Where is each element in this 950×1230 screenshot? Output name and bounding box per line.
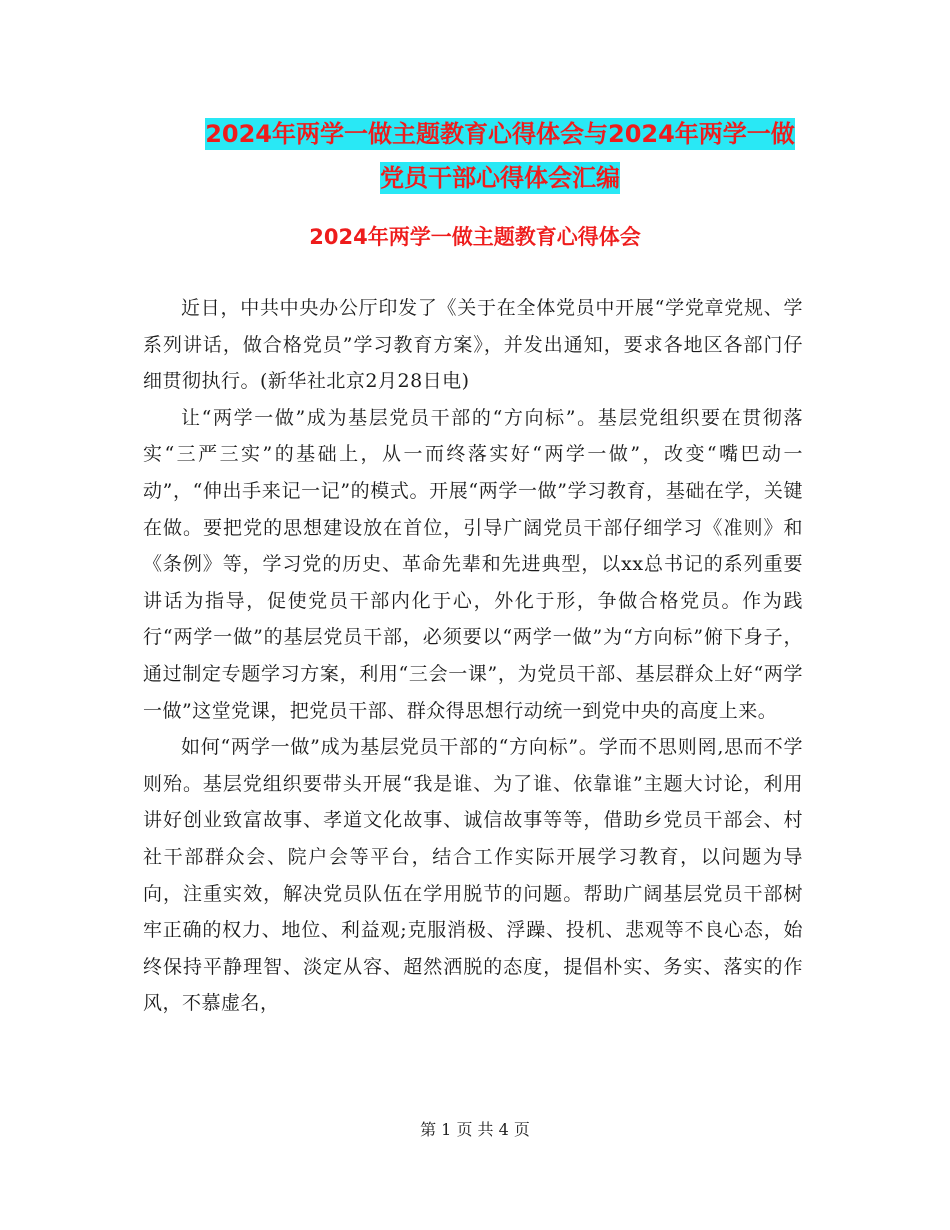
document-title	[150, 112, 850, 200]
paragraph-1: 近日，中共中央办公厅印发了《关于在全体党员中开展“学党章党规、学系列讲话，做合格党员”学习教育方案》，并发出通知，要求各地区各部门仔细贯彻执行。(新华社北京2月28日电)	[143, 297, 803, 393]
paragraph-2: 让“两学一做”成为基层党员干部的“方向标”。基层党组织要在贯彻落实“三严三实”的基础上，从一而终落实好“两学一做”，改变“嘴巴动一动”，“伸出手来记一记”的模式。开展“两学一做”学习教育，基础在学，关键在做。要把党的思想建设放在首位，引导广阔党员干部仔细学习《准则》和《条例》等，学习党的历史、革命先辈和先进典型，以xx总书记的系列重要讲话为指导，促使党员干部内化于心，外化于形，争做合格党员。作为践行“两学一做”的基层党员干部，必须要以“两学一做”为“方向标”俯下身子，通过制定专题学习方案，利用“三会一课”，为党员干部、基层群众上好“两学一做”这堂党课，把党员干部、群众得思想行动统一到党中央的高度上来。	[143, 406, 803, 722]
title-line-1: 2024年两学一做主题教育心得体会与2024年两学一做	[205, 120, 795, 148]
title-line-2: 党员干部心得体会汇编	[380, 164, 620, 192]
paragraph-3: 如何“两学一做”成为基层党员干部的“方向标”。学而不思则罔,思而不学则殆。基层党组织要带头开展“我是谁、为了谁、依靠谁”主题大讨论，利用讲好创业致富故事、孝道文化故事、诚信故事等等，借助乡党员干部会、村社干部群众会、院户会等平台，结合工作实际开展学习教育，以问题为导向，注重实效，解决党员队伍在学用脱节的问题。帮助广阔基层党员干部树牢正确的权力、地位、利益观;克服消极、浮躁、投机、悲观等不良心态，始终保持平静理智、淡定从容、超然洒脱的态度，提倡朴实、务实、落实的作风，不慕虚名，	[143, 736, 803, 1015]
section-title: 2024年两学一做主题教育心得体会	[309, 225, 641, 249]
page-number-footer: 第 1 页 共 4 页	[420, 1120, 530, 1139]
document-body	[143, 290, 803, 1022]
